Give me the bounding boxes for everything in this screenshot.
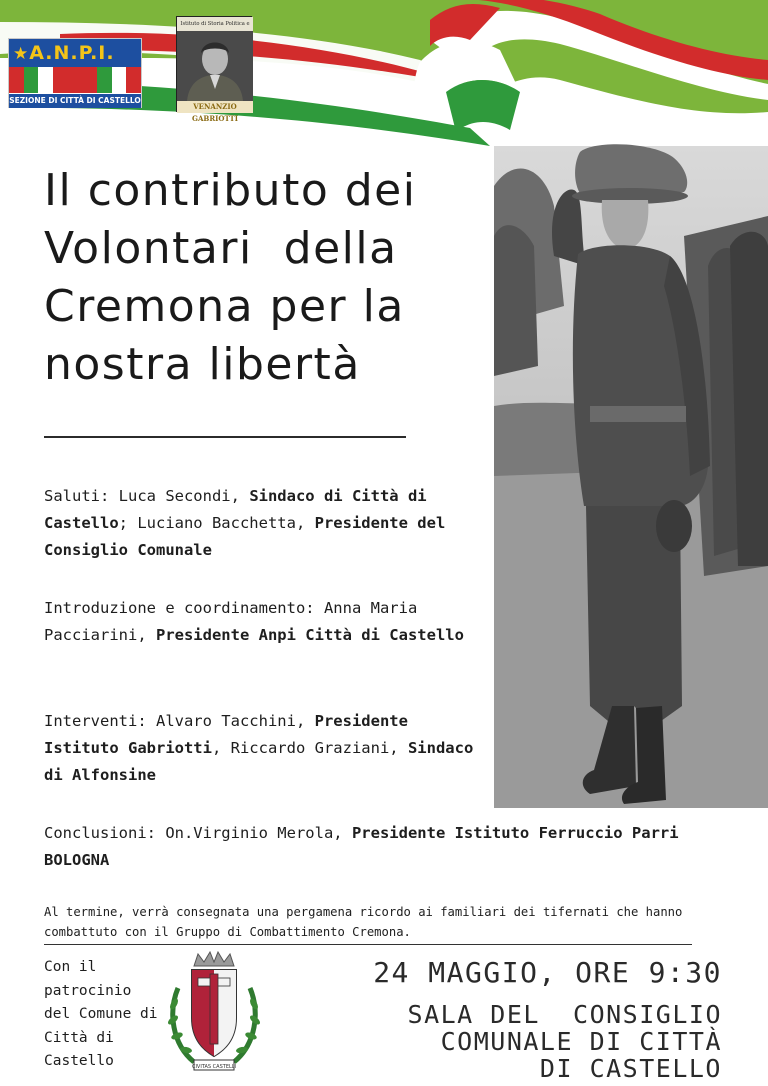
page-title (44, 162, 474, 394)
conclusions-paragraph: Conclusioni: On.Virginio Merola, Presidente Istituto Ferruccio Parri BOLOGNA (44, 824, 679, 869)
event-place-line-1: SALA DEL CONSIGLIO (407, 1000, 722, 1029)
institute-name: VENANZIO GABRIOTTI (177, 101, 253, 113)
portrait-image (177, 31, 253, 101)
event-place-line-2: COMUNALE DI CITTÀ (440, 1027, 722, 1056)
institute-top-text: Istituto di Storia Politica e (177, 17, 253, 31)
closing-note: Al termine, verrà consegnata una pergamena ricordo ai familiari dei tifernati che hanno combattuto con il Gruppo di Combattimento Cremona. (44, 905, 683, 939)
introduction-role: Presidente Anpi Città di Castello (155, 626, 464, 644)
title-line-1: Il contributo dei (44, 165, 417, 216)
title-line-2: Volontari della (44, 223, 398, 274)
gabriotti-institute-logo (176, 16, 252, 123)
event-date-time: 24 MAGGIO, ORE 9:30 (373, 956, 722, 989)
patronage-text: Con il patrocinio del Comune di Città di Castello (44, 959, 158, 1069)
anpi-section-label: SEZIONE DI CITTÀ DI CASTELLO (9, 94, 141, 108)
event-place-line-3: DI CASTELLO (539, 1054, 722, 1083)
introduction-paragraph: Introduzione e coordinamento: Anna Maria Pacciarini, Presidente Anpi Città di Castello (44, 599, 464, 644)
city-crest-emblem (164, 948, 264, 1076)
greetings-role-2: Presidente del Consiglio Comunale (44, 514, 446, 559)
crest-motto: CIVITAS CASTELLI (191, 1064, 237, 1070)
speakers-role-2: Sindaco di Alfonsine (44, 739, 474, 784)
soldier-photo (494, 146, 768, 808)
header-banner (0, 0, 768, 150)
star-icon: ★ (13, 44, 30, 64)
anpi-logo-name: A.N.P.I. (29, 42, 115, 64)
event-details (302, 958, 722, 1082)
title-divider (44, 436, 406, 438)
speakers-role-1: Presidente Istituto Gabriotti (44, 712, 408, 757)
anpi-logo (8, 38, 142, 108)
anpi-flags (9, 67, 141, 93)
greetings-role-1: Sindaco di Città di Castello (44, 487, 427, 532)
title-line-3: Cremona per la (44, 281, 405, 332)
conclusions-role: Presidente Istituto Ferruccio Parri BOLOGNA (44, 824, 679, 869)
greetings-paragraph: Saluti: Luca Secondi, Sindaco di Città di Castello; Luciano Bacchetta, Presidente del Consiglio Comunale (44, 487, 446, 559)
title-line-4: nostra libertà (44, 339, 361, 390)
speakers-paragraph: Interventi: Alvaro Tacchini, Presidente Istituto Gabriotti, Riccardo Graziani, Sindaco di Alfonsine (44, 712, 474, 784)
note-divider (44, 944, 692, 945)
